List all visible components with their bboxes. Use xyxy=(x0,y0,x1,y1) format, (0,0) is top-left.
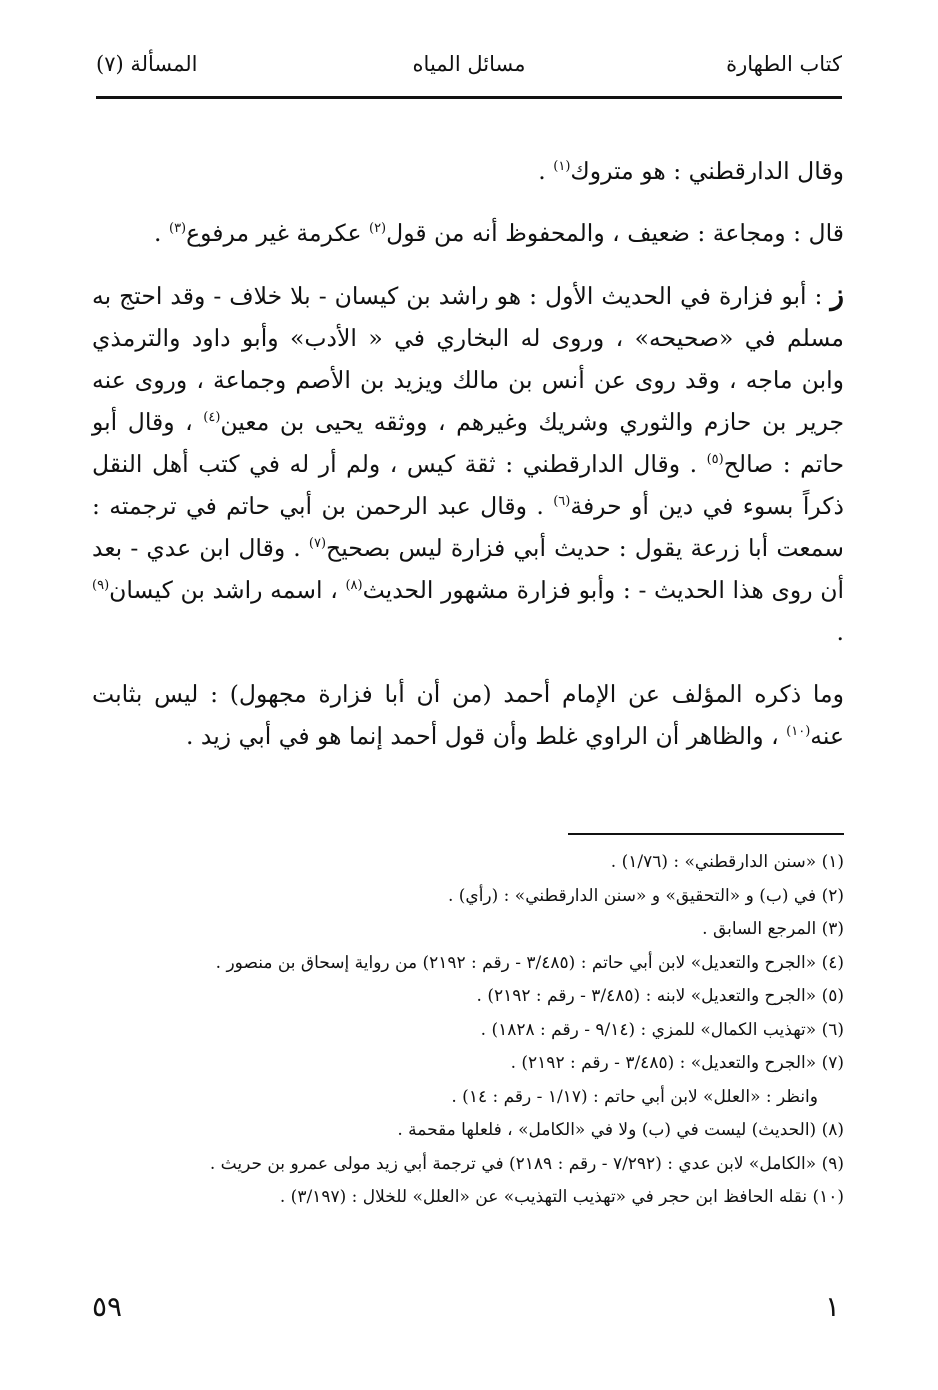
footnote-ref-10: (١٠) xyxy=(786,724,811,740)
paragraph-4: وما ذكره المؤلف عن الإمام أحمد (من أن أبا فزارة مجهول) : ليس بثابت عنه$^{(١٠)}$ ، والظاهر أن الراوي غلط وأن قول أحمد إنما هو في أبي زيد . xyxy=(92,680,844,750)
footnote-4: (٤) «الجرح والتعديل» لابن أبي حاتم : (٣/٤٨٥ - رقم : ٢١٩٢) من رواية إسحاق بن منصور . xyxy=(215,952,844,973)
footnote-10: (١٠) نقله الحافظ ابن حجر في «تهذيب التهذيب» عن «العلل» للخلال : (٣/١٩٧) . xyxy=(279,1187,844,1207)
footnote-9: (٩) «الكامل» لابن عدي : (٧/٢٩٢ - رقم : ٢١٨٩) في ترجمة أبي زيد مولى عمرو بن حريث . xyxy=(209,1153,844,1174)
footnote-ref-5: (٥) xyxy=(706,452,724,468)
footnote-ref-7: (٧) xyxy=(308,536,327,552)
footnote-ref-9: (٩) xyxy=(92,578,110,594)
footnote-ref-8: (٨) xyxy=(345,578,363,594)
issue-label: المسألة (٧) xyxy=(96,52,198,76)
main-text xyxy=(92,150,844,757)
footnote-8: (٨) (الحديث) ليست في (ب) ولا في «الكامل» ، فلعلها مقحمة . xyxy=(397,1120,844,1140)
footnote-2: (٢) في (ب) و «التحقيق» و «سنن الدارقطني» : (رأي) . xyxy=(447,885,844,906)
paragraph-2: قال : ومجاعة : ضعيف ، والمحفوظ أنه من قول$^{(٢)}$ عكرمة غير مرفوع$^{(٣)}$ . xyxy=(154,219,844,247)
footnote-7: (٧) «الجرح والتعديل» : (٣/٤٨٥ - رقم : ٢١٩٢) . xyxy=(510,1053,844,1073)
footnote-1: (١) «سنن الدارقطني» : (١/٧٦) . xyxy=(610,852,844,872)
volume-number: ١ xyxy=(824,1290,840,1323)
footnote-ref-3: (٣) xyxy=(168,221,187,237)
running-header xyxy=(96,48,842,88)
paragraph-1: وقال الدارقطني : هو متروك$^{(١)}$ . xyxy=(538,157,844,185)
book-title: كتاب الطهارة xyxy=(726,52,842,76)
footnote-ref-6: (٦) xyxy=(553,494,571,510)
footnote-ref-2: (٢) xyxy=(368,221,387,237)
footnote-5: (٥) «الجرح والتعديل» لابنه : (٣/٤٨٥ - رقم : ٢١٩٢) . xyxy=(476,986,844,1006)
footnote-3: (٣) المرجع السابق . xyxy=(702,919,844,939)
footnote-rule xyxy=(568,833,844,835)
footnote-6: (٦) «تهذيب الكمال» للمزي : (٩/١٤ - رقم : ١٨٢٨) . xyxy=(480,1019,844,1040)
header-rule xyxy=(96,96,842,99)
footnotes xyxy=(92,846,844,1215)
paragraph-3: ز : أبو فزارة في الحديث الأول : هو راشد بن كيسان - بلا خلاف - وقد احتج به مسلم في «صحيحه» ، وروى له البخاري في « الأدب» وأبو داود والترمذي وابن ماجه ، وقد روى عن أنس بن مالك ويزيد بن الأصم وجماعة ، وروى عنه جرير بن حازم والثوري وشريك وغيرهم ، ووثقه يحيى بن معين$^{(٤)}$ ، وقال أبو حاتم : صالح$^{(٥)}$ . وقال الدارقطني : ثقة كيس ، ولم أر له في كتب أهل النقل ذكراً بسوء في دين أو حرفة$^{(٦)}$ . وقال عبد الرحمن بن أبي حاتم في ترجمته : سمعت أبا زرعة يقول : حديث أبي فزارة ليس بصحيح$^{(٧)}$ . وقال ابن عدي - بعد أن روى هذا الحديث - : وأبو فزارة مشهور الحديث$^{(٨)}$ ، اسمه راشد بن كيسان$^{(٩)}$ . xyxy=(92,278,845,646)
page-number: ٥٩ xyxy=(92,1290,123,1323)
footnote-ref-1: (١) xyxy=(553,159,571,175)
footnote-7-continuation: وانظر : «العلل» لابن أبي حاتم : (١/١٧ - رقم : ١٤) . xyxy=(451,1086,818,1107)
section-title: مسائل المياه xyxy=(412,52,526,76)
footnote-ref-4: (٤) xyxy=(203,410,221,426)
editor-symbol: ز xyxy=(830,278,844,311)
